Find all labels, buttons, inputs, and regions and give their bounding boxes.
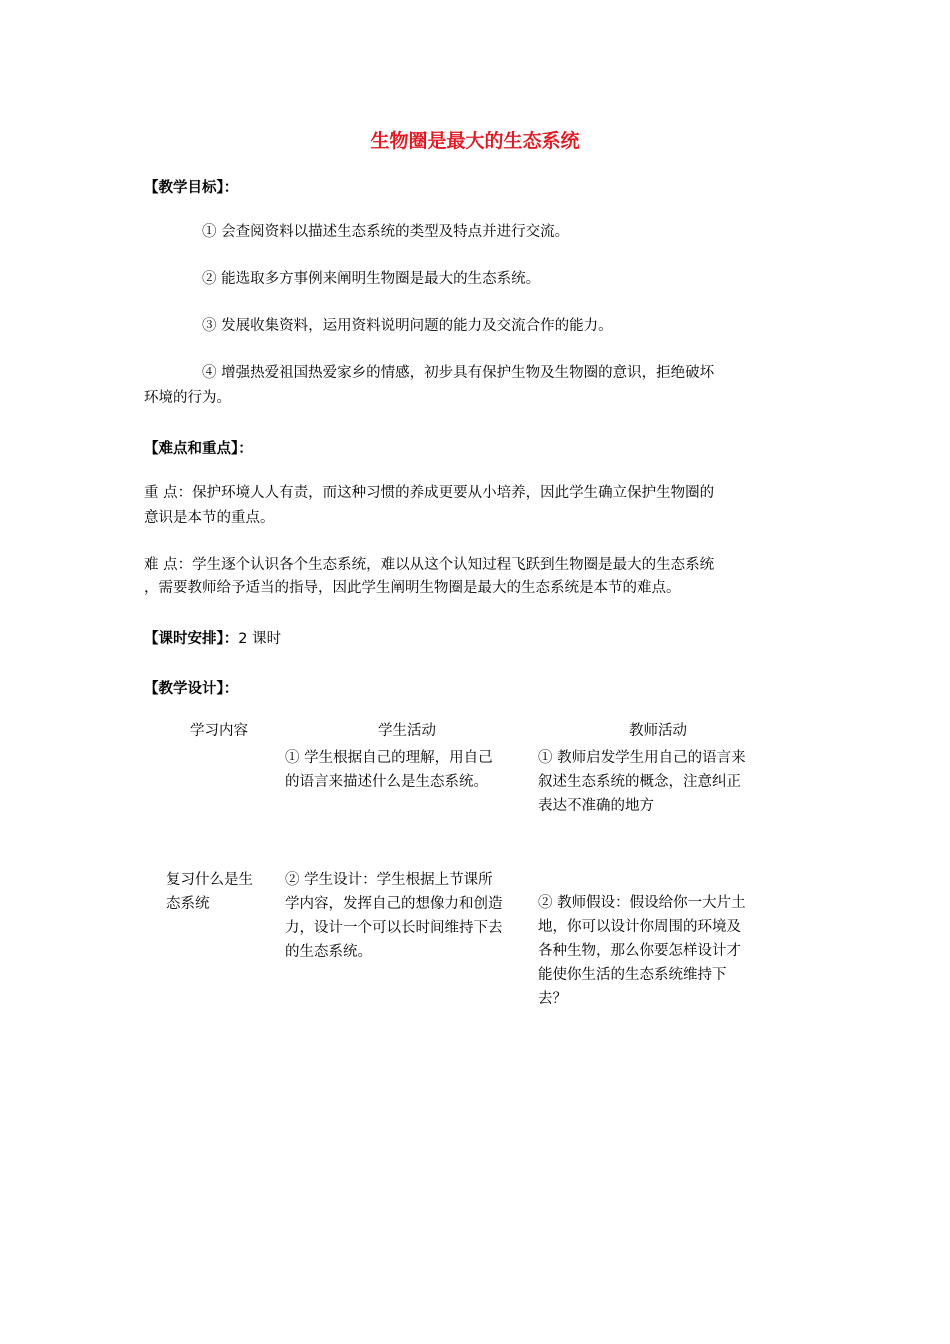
column-header-student: 学生活动: [378, 723, 436, 739]
teacher-activity-2-line-5: 去？: [538, 991, 567, 1007]
teacher-activity-1-line-3: 表达不准确的地方: [538, 798, 654, 814]
student-activity-2-line-3: 力，设计一个可以长时间维持下去: [285, 920, 503, 936]
key-points-heading: 【难点和重点】：: [144, 441, 253, 457]
objective-item-3: ③ 发展收集资料，运用资料说明问题的能力及交流合作的能力。: [202, 318, 613, 334]
objective-item-4-continued: 环境的行为。: [144, 390, 231, 406]
key-point-line-2: 意识是本节的重点。: [144, 510, 275, 526]
document-title: 生物圈是最大的生态系统: [370, 130, 580, 152]
objectives-heading: 【教学目标】：: [144, 180, 239, 196]
schedule-value: 2 课时: [238, 631, 282, 647]
topic-line-2: 态系统: [166, 896, 210, 912]
schedule-label: 【课时安排】：: [144, 631, 239, 647]
objective-item-4: ④ 增强热爱祖国热爱家乡的情感，初步具有保护生物及生物圈的意识，拒绝破坏: [202, 365, 715, 381]
student-activity-2-line-2: 学内容，发挥自己的想像力和创造: [285, 896, 503, 912]
objective-item-2: ② 能选取多方事例来阐明生物圈是最大的生态系统。: [202, 271, 541, 287]
teacher-activity-2-line-4: 能使你生活的生态系统维持下: [538, 967, 727, 983]
column-header-content: 学习内容: [190, 723, 248, 739]
student-activity-1-line-1: ① 学生根据自己的理解，用自己: [285, 750, 493, 766]
student-activity-1-line-2: 的语言来描述什么是生态系统。: [285, 774, 488, 790]
difficult-point-line-1: 难 点：学生逐个认识各个生态系统，难以从这个认知过程飞跃到生物圈是最大的生态系统: [144, 557, 715, 573]
schedule-heading: [144, 627, 281, 648]
teacher-activity-1-line-1: ① 教师启发学生用自己的语言来: [538, 750, 746, 766]
topic-line-1: 复习什么是生: [166, 872, 253, 888]
teacher-activity-2-line-3: 各种生物，那么你要怎样设计才: [538, 943, 741, 959]
objective-item-1: ① 会查阅资料以描述生态系统的类型及特点并进行交流。: [202, 224, 570, 240]
teacher-activity-2-line-1: ② 教师假设：假设给你一大片土: [538, 895, 746, 911]
teacher-activity-2-line-2: 地，你可以设计你周围的环境及: [538, 919, 741, 935]
key-point-line-1: 重 点：保护环境人人有责，而这种习惯的养成更要从小培养，因此学生确立保护生物圈的: [144, 485, 715, 501]
design-heading: 【教学设计】：: [144, 681, 239, 697]
teacher-activity-1-line-2: 叙述生态系统的概念，注意纠正: [538, 774, 741, 790]
student-activity-2-line-4: 的生态系统。: [285, 944, 372, 960]
column-header-teacher: 教师活动: [629, 723, 687, 739]
difficult-point-line-2: ，需要教师给予适当的指导，因此学生阐明生物圈是最大的生态系统是本节的难点。: [144, 580, 681, 596]
student-activity-2-line-1: ② 学生设计：学生根据上节课所: [285, 872, 493, 888]
